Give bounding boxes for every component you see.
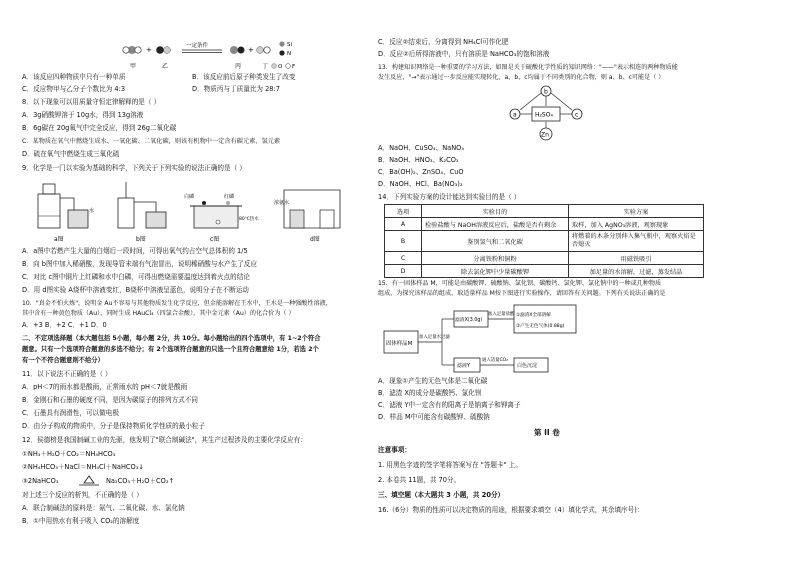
legend-f-atom — [286, 64, 291, 69]
filtrate-label: 滤液Y — [457, 363, 471, 369]
q9-apparatus-diagram — [34, 176, 354, 244]
q8-option-b: B．6g碳在 20g氧气中完全反应，得到 26g二氧化碳 — [22, 124, 177, 132]
q15-option-d: D．样品 M中可能含有碳酸钾、硫酸钠 — [378, 413, 490, 421]
legend-n-text: N — [287, 51, 292, 57]
q7-option-b: B．该反应前后原子种类发生了改变 — [192, 73, 296, 81]
q10-stem-2: 其中含有一种黄色物质（Au），同时生成 HAuCl₄（四氯合金酸），其中金元素（Au）的化合价为（ ） — [22, 310, 295, 317]
atom-o — [257, 47, 264, 54]
q7-option-d: D．物质丙与丁质量比为 28:7 — [192, 85, 280, 93]
atom-f — [135, 47, 141, 53]
q7-option-c: C．反应物甲与乙分子个数比为 4:3 — [22, 85, 126, 93]
legend-o-atom — [272, 64, 277, 69]
q13-stem-2: 发生反应，"→"表示通过一步反应能实现转化，a、b、c均属于不同类别的化合物，则 a、b、c可能是（ ） — [378, 74, 665, 81]
table-cell: 用磁铁吸引 — [569, 252, 704, 265]
label-b: b图 — [136, 236, 146, 243]
table-header: 实验目的 — [422, 205, 569, 218]
q7-options-row2 — [22, 85, 367, 94]
q15-flow-diagram — [382, 303, 582, 375]
q16-stem: 16.（6分）物质的性质可以决定物质的用途，根据要求填空（4）填化学式，其余填序号)： — [378, 506, 644, 514]
section-2-line-2: 题意。只有一个选项符合题意的多选不给分；有 2个选项符合题意的只选一个且符合题意给 1分，若选 2个 — [22, 346, 319, 353]
q9-option-c: C．对比 c图中铜片上红磷和水中白磷，可得出燃烧需要温度达到着火点的结论 — [22, 273, 250, 281]
q11-option-b: B．金刚石和石墨的硬度不同，是因为碳原子的排列方式不同 — [22, 396, 198, 404]
label-ding: 丁 — [262, 63, 269, 70]
legend-si-text: Si — [287, 42, 293, 48]
table-header: 选项 — [385, 205, 422, 218]
d-steam-label: 浓氨水 — [274, 200, 290, 206]
table-cell: 取样，加入 AgNO₃溶液，观察现象 — [569, 218, 704, 231]
q14-stem: 14．下列实验方案的设计能达到实验目的是（ ） — [378, 193, 521, 201]
table-cell: B — [385, 231, 422, 252]
legend-si-atom — [279, 41, 284, 46]
node-b-label: b — [544, 88, 548, 96]
c-p1-label: 白磷 — [184, 194, 195, 200]
q11-option-d: D．由分子构成的物质中，分子是保持物质化学性质的最小粒子 — [22, 422, 206, 430]
section-2-line-3: 有一个不符合题意则不给分） — [22, 357, 104, 364]
table-row — [385, 265, 704, 278]
result-2: ②产生无色气体(0.88g) — [516, 324, 565, 329]
q13-stem: 13．构建知识网络是一种重要的学习方法，如图是关于硫酸化学性质的知识网络："——"表示相连的两种物质能 — [378, 64, 678, 71]
svg-text:+: + — [146, 46, 152, 54]
q12-equation-2: ②NH₄HCO₃＋NaCl＝NH₄Cl＋NaHCO₃↓ — [22, 463, 144, 471]
q13-option-c: C．Ba(OH)₂、ZnSO₄、CuO — [378, 168, 464, 176]
apparatus-a — [38, 184, 94, 243]
acid-label: 加入足量盐酸 — [488, 312, 515, 317]
reaction-condition-label: 一定条件 — [186, 43, 209, 49]
node-center-label: H₂SO₄ — [535, 111, 553, 119]
legend-f-text: F — [292, 64, 296, 70]
table-cell: C — [385, 252, 422, 265]
atom-o — [164, 47, 171, 54]
legend-o-text: O — [278, 64, 283, 70]
result-1: ①滤渣X全部溶解 — [516, 313, 551, 318]
legend-n-atom — [279, 50, 284, 55]
sample-label: 固体样品M — [386, 341, 413, 347]
section-3-title: 三、填空题（本大题共 3 小题，共 20分） — [378, 491, 505, 499]
q14-table — [384, 204, 704, 278]
heat-triangle-icon — [78, 474, 100, 488]
q12-option-d: D．反应②后所得溶液中，只有溶质是 NaHCO₃的饱和溶液 — [378, 50, 550, 58]
q11-option-c: C．石墨具有润滑性，可以做电极 — [22, 409, 119, 417]
q11-stem: 11．以下说法不正确的是（ ） — [22, 370, 112, 378]
q13-option-b: B．NaOH、HNO₃、K₂CO₃ — [378, 156, 459, 164]
apparatus-b — [118, 182, 166, 243]
table-row — [385, 218, 704, 231]
node-c-label: c — [575, 111, 579, 119]
q8-option-c: C．某物质在氧气中燃烧生成水、一氧化碳、二氧化碳，则该有机物中一定含有碳元素、氢元素 — [22, 138, 281, 145]
q12-equation-3 — [22, 477, 174, 486]
q13-option-a: A．NaOH、CuSO₄、NaNO₃ — [378, 144, 464, 152]
table-header: 实验方案 — [569, 205, 704, 218]
q12-question: 对上述三个反应的析判，不正确的是（ ） — [22, 491, 143, 499]
table-header-row — [385, 205, 704, 218]
apparatus-c — [184, 193, 259, 243]
c-hot-label: 80℃热水 — [239, 217, 259, 222]
note-1: 1. 用黑色字迹的签字笔将答案写在 "答题卡" 上。 — [378, 461, 522, 469]
atom-f — [264, 47, 270, 53]
q13-option-d: D．NaOH、HCl、Ba(NO₃)₂ — [378, 180, 463, 188]
table-cell: 将燃着的木条分别伸入集气瓶中，观察火焰是否熄灭 — [569, 231, 704, 252]
section-2-title: 二、不定项选择题（本大题包括 5小题，每小题 2分，共 10分。每小题给出的四个选项中，有 1~2个符合 — [22, 335, 321, 342]
node-a-label: a — [513, 111, 517, 119]
label-yi: 乙 — [162, 63, 169, 70]
q9-option-d: D．用 d图实验 A烧杯中溶液变红，B烧杯中溶液呈蓝色，说明分子在不断运动 — [22, 286, 249, 294]
q9-option-b: B．向 b图中加入稀硝酸，发现导管末端有气泡冒出，说明稀硝酸与水产生了反应 — [22, 260, 257, 268]
node-zn-label: Zn — [541, 131, 549, 139]
c-p2-label: 红磷 — [224, 194, 235, 200]
label-bing: 丙 — [235, 63, 242, 70]
table-cell: D — [385, 265, 422, 278]
table-cell: 加足量的水溶解，过滤，蒸发结晶 — [569, 265, 704, 278]
q12-equation-1: ①NH₃＋H₂O＋CO₂＝NH₄HCO₃ — [22, 450, 116, 458]
q15-option-a: A．现象①产生的无色气体是二氧化碳 — [378, 377, 488, 385]
q8-option-a: A．3g硝酸钾溶于 10g水，得到 13g溶液 — [22, 111, 144, 119]
q12-option-c: C．反应②结束后，分离得到 NH₄Cl可作化肥 — [378, 38, 509, 46]
q9-stem: 9．化学是一门以实验为基础的科学，下列关于下列实验的说法正确的是（ ） — [22, 164, 246, 172]
q7-option-a: A．该反应四种物质中只有一种单质 — [22, 73, 126, 81]
q8-option-d: D．硫在氧气中燃烧生成三氧化硫 — [22, 150, 120, 158]
q12-option-b: B．①中用热水有利于吸入 CO₂的溶解度 — [22, 517, 140, 525]
part-2-title: 第 II 卷 — [534, 428, 560, 437]
residue-label: 滤渣X(3.0g) — [455, 318, 483, 323]
table-cell: 分离铁粉和铜粉 — [422, 252, 569, 265]
atom-n — [156, 46, 164, 54]
label-jia: 甲 — [130, 63, 137, 70]
q12-eq3-reactant: ③2NaHCO₃ — [22, 477, 59, 485]
q10-options: A．+3 B．+2 C．+1 D．0 — [22, 321, 107, 329]
atom-f — [123, 47, 129, 53]
a-water-label: 水 — [89, 208, 95, 214]
q10-stem: 10．"真金不怕火炼"，说明金 Au不容易与其他物质发生化学反应，但金能溶解在王水中，王水是一种强酸性溶液， — [22, 300, 332, 307]
water-label: 加入足量水过滤 — [419, 335, 450, 340]
q7-options-row1 — [22, 73, 367, 82]
q15-stem: 15．有一固体样品 M，可能是由碳酸钾、硫酸钠、氯化钡、碳酸钙、氯化钾、氯化钠中的一种或几种物质 — [378, 280, 662, 287]
q15-stem-2: 组成，为探究该样品的组成，取适量样品 M按下图进行实验操作，请回答有关问题。下列有关说法正确的是 — [378, 290, 666, 297]
q7-molecule-diagram — [122, 38, 302, 72]
notes-title: 注意事项： — [378, 446, 411, 454]
q8-stem: 8．以下现象可以用质量守恒定律解释的是（ ） — [22, 98, 161, 106]
table-row — [385, 231, 704, 252]
q15-option-b: B．滤渣 X的成分是碳酸钙、氯化钡 — [378, 389, 482, 397]
q11-option-a: A．pH＜7的雨水都是酸雨，正常雨水的 pH＜7就是酸雨 — [22, 383, 188, 391]
apparatus-d — [274, 190, 340, 243]
q12-stem: 12．侯德榜是我国制碱工业的先驱，他发明了"联合制碱法"，其生产过程涉及的主要化学反应有： — [22, 436, 307, 444]
table-row — [385, 252, 704, 265]
table-cell: A — [385, 218, 422, 231]
co2-label: 通入适量CO₂ — [482, 358, 508, 363]
q12-eq3-product: Na₂CO₃＋H₂O＋CO₂↑ — [106, 477, 174, 485]
q15-option-c: C．滤液 Y中一定含有的阳离子是钠离子和钾离子 — [378, 401, 521, 409]
atom-n — [238, 47, 245, 54]
q9-option-a: A．a图中若燃产生大量的白烟后一段时间，可得出氧气约占空气总体积的 1/5 — [22, 247, 248, 255]
table-cell: 鉴别氢气和二氧化碳 — [422, 231, 569, 252]
atom-si — [230, 46, 238, 54]
label-c: c图 — [210, 236, 220, 243]
q13-network-diagram — [506, 84, 586, 142]
label-d: d图 — [310, 236, 320, 243]
table-cell: 检验盐酸与 NaOH溶液反应后，盐酸是否有剩余 — [422, 218, 569, 231]
label-a: a图 — [54, 236, 64, 243]
note-2: 2. 本卷共 11题，共 70分。 — [378, 476, 461, 484]
white-precip-label: 白色沉淀 — [517, 363, 538, 369]
svg-text:+: + — [248, 46, 254, 54]
q12-option-a: A．联合制碱法的原料是：氨气、二氧化碳、水、氯化钠 — [22, 504, 185, 512]
table-cell: 除去氯化钾中少量碳酸钾 — [422, 265, 569, 278]
